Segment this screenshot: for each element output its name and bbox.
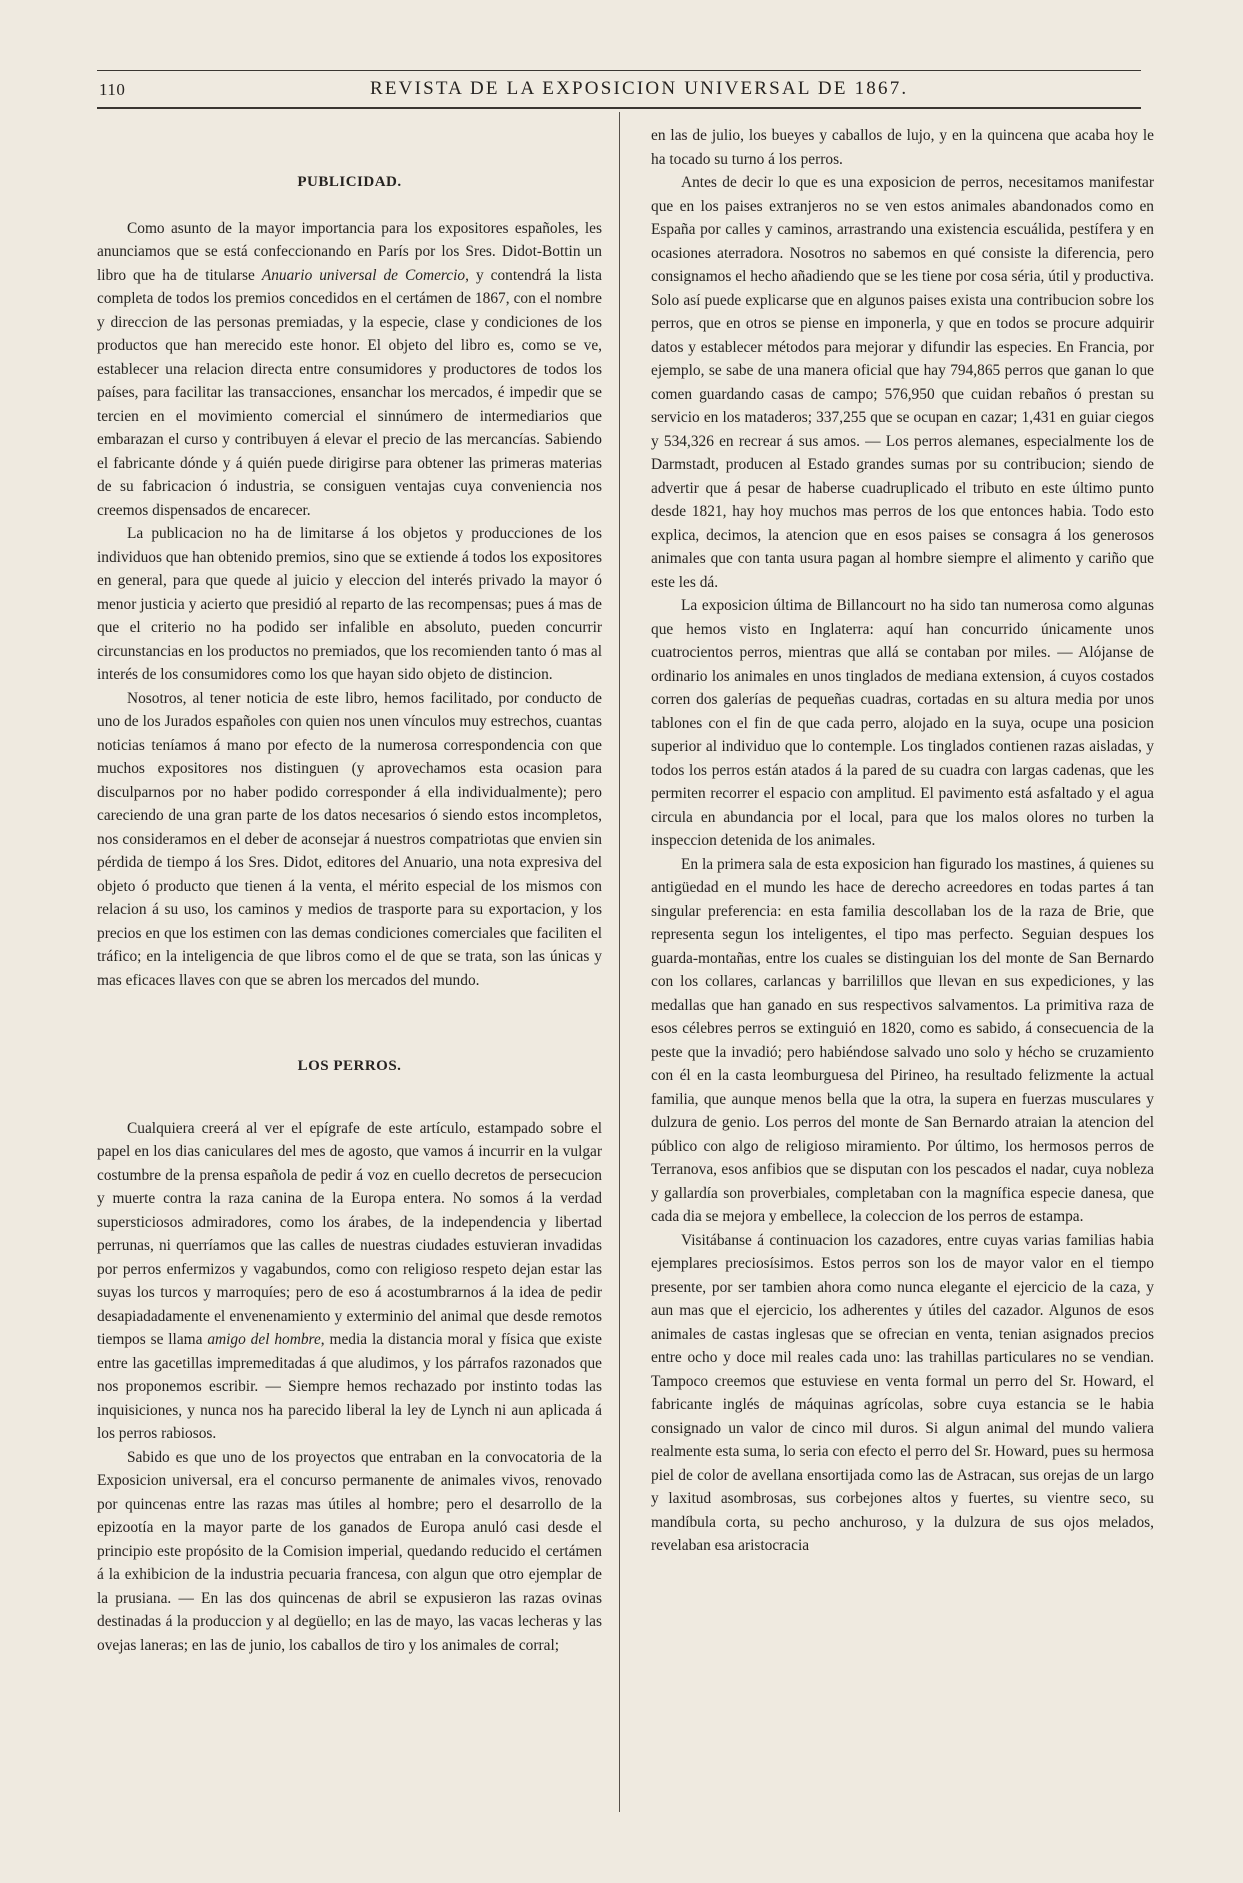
running-title: REVISTA DE LA EXPOSICION UNIVERSAL DE 1867. bbox=[370, 78, 909, 99]
header-top-rule bbox=[97, 70, 1141, 71]
perros-continuation: en las de julio, los bueyes y caballos de lujo, y en la quincena que acaba hoy le ha tocado su turno á los perros. bbox=[651, 127, 1154, 168]
page-number: 110 bbox=[99, 80, 126, 99]
header-rule bbox=[97, 107, 1141, 109]
perros-paragraph-3: Antes de decir lo que es una exposicion de perros, necesitamos manifestar que en los paises extranjeros no se ven estos animales abandonados como en España por calles y caminos, arrastrando una existencia escuálida, pestífera y en ocasiones aterradora. Nosotros no sabemos en qué consiste la diferencia, pero consignamos el hecho añadiendo que se les tiene por cosa séria, útil y productiva. Solo así puede explicarse que en algunos paises exista una contribucion sobre los perros, que en otros se piense en imponerla, y que en todos se procure adquirir datos y establecer métodos para mejorar y difundir las especies. En Francia, por ejemplo, se sabe de una manera oficial que hay 794,865 perros que ganan lo que comen guardando casas de campo; 576,950 que cuidan rebaños ó prestan su servicio en los mataderos; 337,255 que se ocupan en cazar; 1,431 en guiar ciegos y 534,326 en recrear á sus amos. — Los perros alemanes, especialmente los de Darmstadt, producen al Estado grandes sumas por su contribucion; siendo de advertir que á pesar de haberse cuadruplicado el tributo en este último punto desde 1821, hay hoy muchos mas perros de los que entonces habia. Todo esto explica, decimos, la atencion que en esos paises se consagra á los generosos animales que con tanta usura pagan al hombre siempre el alimento y cariño que este les dá. bbox=[651, 174, 1154, 591]
right-column bbox=[651, 124, 1154, 1558]
section-title-publicidad: PUBLICIDAD. bbox=[297, 174, 402, 190]
perros-text: , media la distancia moral y física que existe entre las gacetillas impremeditadas á que aludimos, y los párrafos razonados que nos proponemos escribir. — Siempre hemos rechazado por instinto todas las inquisiciones, y nunca nos ha parecido liberal la ley de Lynch ni aun aplicada á los perros rabiosos. bbox=[97, 1331, 602, 1442]
perros-text: Cualquiera creerá al ver el epígrafe de este artículo, estampado sobre el papel en los dias caniculares del mes de agosto, que vamos á incurrir en la vulgar costumbre de la prensa española de pedir á voz en cuello decretos de persecucion y muerte contra la raza canina de la Europa entera. No somos á la verdad supersticiosos admiradores, como los árabes, de la independencia y libertad perrunas, ni querríamos que las calles de nuestras ciudades estuvieran invadidas por perros enfermizos y vagabundos, como con religioso respeto dejan estar las suyas los turcos y marroquíes; pero de eso á acostumbrarnos á la idea de pedir desapiadadamente el envenenamiento y exterminio del animal que desde remotos tiempos se llama bbox=[97, 1119, 602, 1348]
publicidad-paragraph-1 bbox=[97, 217, 602, 523]
amigo-del-hombre: amigo del hombre bbox=[207, 1331, 321, 1348]
section-title-perros: LOS PERROS. bbox=[297, 1058, 402, 1074]
column-divider bbox=[619, 112, 620, 1812]
perros-paragraph-1 bbox=[97, 1117, 602, 1446]
perros-paragraph-6: Visitábanse á continuacion los cazadores, entre cuyas varias familias habia ejemplares preciosísimos. Estos perros son los de mayor valor en el tiempo presente, por ser tambien ahora como nunca elegante el ejercicio de la caza, y aun mas que el ejercicio, los adherentes y útiles del cazador. Algunos de esos animales de castas inglesas que se ofrecian en venta, tenian asignados precios entre ocho y doce mil reales cada uno: las trahillas particulares no se vendian. Tampoco creemos que estuviese en venta formal un perro del Sr. Howard, el fabricante inglés de máquinas agrícolas, sobre cuya estancia se le habia consignado un valor de cinco mil duros. Si algun animal del mundo valiera realmente esta suma, lo seria con efecto el perro del Sr. Howard, pues su hermosa piel de color de avellana ensortijada como las de Astracan, sus orejas de un largo y laxitud asombrosas, sus corbejones altos y fuertes, su vientre seco, su mandíbula corta, su pecho anchuroso, y la dulzura de sus ojos melados, revelaban esa aristocracia bbox=[651, 1231, 1154, 1554]
anuario-title: Anuario universal de Comercio bbox=[261, 266, 466, 284]
left-column bbox=[97, 125, 602, 1657]
publicidad-text: Como asunto de la mayor importancia para los expositores españoles, les anunciamos que se está confeccionando en París por los Sres. Didot-Bottin un libro que ha de titularse bbox=[97, 219, 602, 284]
publicidad-paragraph-2: La publicacion no ha de limitarse á los objetos y producciones de los individuos que han obtenido premios, sino que se extiende á todos los expositores en general, para que quede al juicio y eleccion del interés privado la mayor ó menor justicia y acierto que presidió al reparto de las recompensas; pues á mas de que el criterio no ha podido ser infalible en absoluto, pueden concurrir circunstancias en los productos no premiados, que los recomienden tanto ó mas al interés de los consumidores como los que hayan sido objeto de distincion. bbox=[97, 525, 602, 683]
publicidad-paragraph-3: Nosotros, al tener noticia de este libro, hemos facilitado, por conducto de uno de los Jurados españoles con quien nos unen vínculos muy estrechos, cuantas noticias teníamos á mano por efecto de la numerosa correspondencia con que muchos expositores nos distinguen (y aprovechamos esta ocasion para disculparnos por no haber podido corresponder á ella individualmente); pero careciendo de una gran parte de los datos necesarios ó siendo estos incompletos, nos consideramos en el deber de aconsejar á nuestros compatriotas que envien sin pérdida de tiempo á los Sres. Didot, editores del Anuario, una nota expresiva del objeto ó producto que tienen á la venta, el mérito especial de los mismos con relacion á su uso, los caminos y medios de trasporte para su exportacion, y los precios en que los estimen con las demas condiciones comerciales que faciliten el tráfico; en la inteligencia de que libros como el de que se trata, son las únicas y mas eficaces llaves con que se abren los mercados del mundo. bbox=[97, 689, 602, 989]
perros-paragraph-4: La exposicion última de Billancourt no ha sido tan numerosa como algunas que hemos visto en Inglaterra: aquí han concurrido únicamente unos cuatrocientos perros, mientras que allá se contaban por miles. — Alójanse de ordinario los animales en unos tinglados de mediana extension, á cuyos costados corren dos galerías de pequeñas cuadras, cortadas en su altura media por unos tablones con el fin de que cada perro, alojado en la suya, ocupe una posicion superior al individuo que lo contemple. Los tinglados contienen razas aisladas, y todos los perros están atados á la pared de su cuadra con largas cadenas, que les permiten recorrer el espacio con amplitud. El pavimento está asfaltado y el agua circula en abundancia por el local, para que los malos olores no turben la inspeccion detenida de los animales. bbox=[651, 597, 1154, 849]
perros-paragraph-5: En la primera sala de esta exposicion han figurado los mastines, á quienes su antigüedad en el mundo les hace de derecho acreedores en todas partes á tan singular preferencia: en esta familia descollaban los de la raza de Brie, que representa segun los inteligentes, el tipo mas perfecto. Seguian despues los guarda-montañas, entre los cuales se distinguian los del monte de San Bernardo con los collares, carlancas y barrilillos que llevan en sus expediciones, y las medallas que han ganado en sus respectivos salvamentos. La primitiva raza de esos célebres perros se extinguió en 1820, como es sabido, á consecuencia de la peste que la invadió; pero habiéndose salvado uno solo y hécho se cruzamiento con él en la casta leomburguesa del Pirineo, ha resultado felizmente la actual familia, que aunque menos bella que la otra, la supera en fuerzas musculares y dulzura de genio. Los perros del monte de San Bernardo atraian la atencion del público con algo de religioso miramiento. Por último, los hermosos perros de Terranova, esos anfibios que se disputan con los pescados el nadar, cuya nobleza y gallardía son proverbiales, completaban con la magnífica especie danesa, que cada dia se mejora y embellece, la coleccion de los perros de estampa. bbox=[651, 855, 1154, 1225]
perros-paragraph-2: Sabido es que uno de los proyectos que entraban en la convocatoria de la Exposicion universal, era el concurso permanente de animales vivos, renovado por quincenas entre las razas mas útiles al hombre; pero el desarrollo de la epizootía en la mayor parte de los ganados de Europa anuló casi desde el principio este propósito de la Comision imperial, quedando reducido el certámen á la exhibicion de la industria pecuaria francesa, con algun que otro ejemplar de la prusiana. — En las dos quincenas de abril se expusieron las razas ovinas destinadas á la produccion y al degüello; en las de mayo, las vacas lecheras y las ovejas laneras; en las de junio, los caballos de tiro y los animales de corral; bbox=[97, 1448, 602, 1654]
publicidad-text: , y contendrá la lista completa de todos los premios concedidos en el certámen de 1867, con el nombre y direccion de las personas premiadas, y la especie, clase y condiciones de los productos que han merecido este honor. El objeto del libro es, como se ve, establecer una relacion directa entre consumidores y productores de todos los países, para facilitar las transacciones, ensanchar los mercados, é impedir que se tercien en el movimiento comercial el sinnúmero de intermediarios que embarazan el curso y contribuyen á elevar el precio de las mercancías. Sabiendo el fabricante dónde y á quién puede dirigirse para obtener las primeras materias de su fabricacion ó industria, se consiguen ventajas cuya conveniencia nos creemos dispensados de encarecer. bbox=[97, 266, 602, 519]
